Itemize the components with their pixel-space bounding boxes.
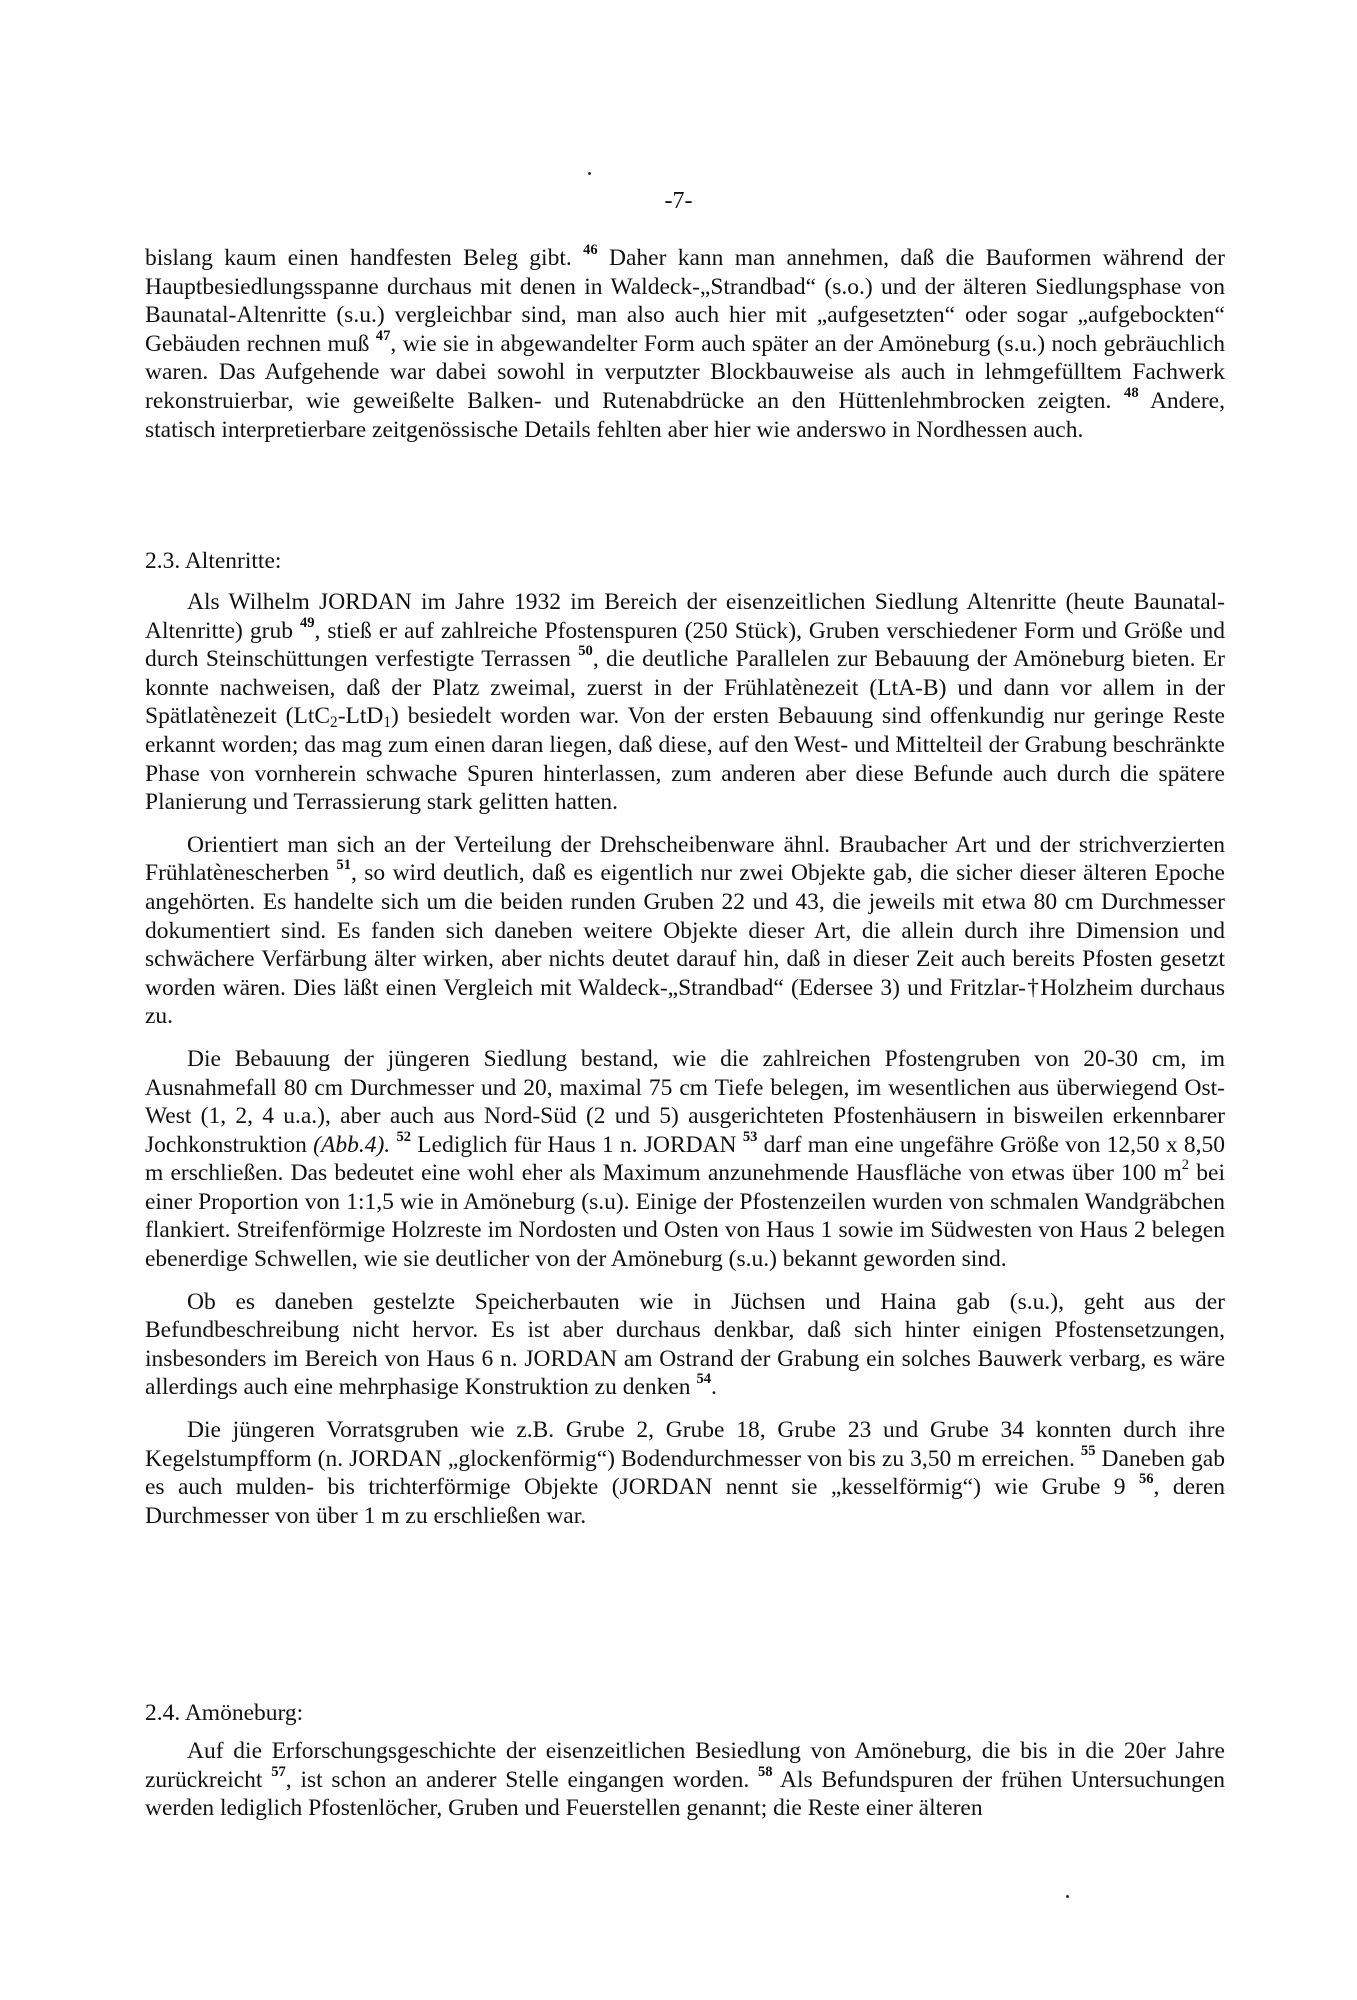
section-2-3-body (145, 588, 1225, 1530)
text-run: , wie sie in abgewandelter Form auch später an der Amöneburg (s.u.) noch gebräuchlich waren. Das Aufgehende war dabei sowohl in verputzter Blockbauweise als auch in lehmgefülltem Fachwerk rekonstruierbar, wie geweißelte Balken- und Rutenabdrücke an den Hüttenlehmbrocken zeigten. (145, 330, 1225, 414)
text-run: . (711, 1374, 717, 1401)
text-run: , ist schon an anderer Stelle eingangen worden. (285, 1766, 758, 1793)
body-paragraph (145, 244, 1225, 444)
subscript: 2 (330, 714, 338, 732)
footnote-marker: 49 (299, 614, 315, 631)
body-paragraph (145, 1416, 1225, 1530)
text-run: , so wird deutlich, daß es eigentlich nur zwei Objekte gab, die sicher dieser älteren Epoche angehörten. Es handelte sich um die beiden runden Gruben 22 und 43, die jeweils mit etwa 80 cm Durchmesser dokumentiert sind. Es fanden sich daneben weitere Objekte dieser Art, die allein durch ihre Dimension und schwächere Verfärbung älter wirken, aber nichts deutet darauf hin, daß in dieser Zeit auch bereits Pfosten gesetzt worden wären. Dies läßt einen Vergleich mit Waldeck-„Strandbad“ (Edersee 3) und Fritzlar-†Holzheim durchaus zu. (145, 860, 1225, 1030)
footnote-marker: 48 (1124, 385, 1139, 402)
footnote-marker: 57 (271, 1763, 286, 1780)
body-paragraph (145, 1045, 1225, 1274)
section-2-4-body (145, 1737, 1225, 1823)
page-number: -7- (664, 188, 693, 214)
footnote-marker: 53 (742, 1128, 758, 1145)
text-run: Daher kann man annehmen, daß die Bauformen während der Hauptbesiedlungsspanne durchaus mit denen in Waldeck-„Strandbad“ (s.o.) und der älteren Siedlungsphase von Baunatal-Altenritte (s.u.) vergleichbar sind, man also auch hier mit „aufgesetzten“ oder sogar „aufgebockten“ Gebäuden rechnen muß (145, 245, 1225, 357)
text-run: , deren Durchmesser von über 1 m zu erschließen war. (145, 1474, 1226, 1529)
text-run: , stieß er auf zahlreiche Pfostenspuren (250 Stück), Gruben verschiedener Form und Größe und durch Steinschüttungen verfestigte Terrassen (145, 617, 1225, 673)
text-run: Die jüngeren Vorratsgruben wie z.B. Grube 2, Grube 18, Grube 23 und Grube 34 konnten durch ihre Kegelstumpfform (n. JORDAN „glockenförmig“) Bodendurchmesser von bis zu 3,50 m erreichen. (145, 1417, 1225, 1472)
body-paragraph (145, 1288, 1225, 1402)
figure-reference: (Abb.4). (313, 1131, 391, 1158)
text-run: ) besiedelt worden war. Von der ersten Bebauung sind offenkundig nur geringe Reste erkannt worden; das mag zum einen daran liegen, daß diese, auf den West- und Mittelteil der Grabung beschränkte Phase von vornherein schwache Spuren hinterlassen, zum anderen aber diese Befunde auch durch die spätere Planierung und Terrassierung stark gelitten hatten. (145, 703, 1225, 816)
subscript: 1 (383, 714, 392, 732)
superscript-exponent: 2 (1181, 1157, 1190, 1174)
section-heading-2-4: 2.4. Amöneburg: (145, 1700, 304, 1726)
footnote-marker: 54 (696, 1371, 711, 1388)
text-run: Daneben gab es auch mulden- bis trichterförmige Objekte (JORDAN nennt sie „kesselförmig“) wie Grube 9 (145, 1445, 1225, 1501)
footnote-marker: 46 (583, 242, 598, 259)
section-2-2-continuation (145, 244, 1225, 444)
footnote-marker: 47 (375, 327, 391, 344)
footnote-marker: 56 (1138, 1471, 1154, 1488)
section-heading-2-3: 2.3. Altenritte: (145, 548, 282, 574)
scan-speck (588, 172, 591, 175)
body-paragraph (145, 1737, 1225, 1823)
text-run: Als Wilhelm JORDAN im Jahre 1932 im Bereich der eisenzeitlichen Siedlung Altenritte (heute Baunatal-Altenritte) grub (145, 589, 1225, 644)
scan-speck (1066, 1895, 1069, 1898)
text-run: bei einer Proportion von 1:1,5 wie in Amöneburg (s.u). Einige der Pfostenzeilen wurden von schmalen Wandgräbchen flankiert. Streifenförmige Holzreste im Nordosten und Osten von Haus 1 sowie im Südwesten von Haus 2 belegen ebenerdige Schwellen, wie sie deutlicher von der Amöneburg (s.u.) bekannt geworden sind. (145, 1160, 1226, 1273)
text-run: -LtD (337, 703, 384, 730)
footnote-marker: 50 (578, 643, 593, 660)
text-run: Orientiert man sich an der Verteilung der Drehscheibenware ähnl. Braubacher Art und der strichverzierten Frühlatènescherben (145, 831, 1225, 887)
text-run: Als Befundspuren der frühen Untersuchungen werden lediglich Pfostenlöcher, Gruben und Feuerstellen genannt; die Reste einer älteren (145, 1766, 1225, 1822)
text-run: darf man eine ungefähre Größe von 12,50 x 8,50 m erschließen. Das bedeutet eine wohl eher als Maximum anzunehmende Hausfläche von etwas über 100 m (145, 1131, 1225, 1187)
text-run: Andere, statisch interpretierbare zeitgenössische Details fehlten aber hier wie anderswo in Nordhessen auch. (145, 387, 1225, 443)
text-run: Die Bebauung der jüngeren Siedlung bestand, wie die zahlreichen Pfostengruben von 20-30 cm, im Ausnahmefall 80 cm Durchmesser und 20, maximal 75 cm Tiefe belegen, im wesentlichen aus überwiegend Ost-West (1, 2, 4 u.a.), aber auch aus Nord-Süd (2 und 5) ausgerichteten Pfostenhäusern in bisweilen erkennbarer Jochkonstruktion (145, 1045, 1225, 1158)
footnote-marker: 51 (336, 857, 351, 874)
footnote-marker: 55 (1080, 1442, 1096, 1459)
body-paragraph (145, 588, 1225, 817)
footnote-marker: 52 (396, 1128, 412, 1145)
text-run: , die deutliche Parallelen zur Bebauung der Amöneburg bieten. Er konnte nachweisen, daß der Platz zweimal, zuerst in der Frühlatènezeit (LtA-B) und dann vor allem in der Spätlatènezeit (LtC (145, 646, 1225, 730)
text-run: Ob es daneben gestelzte Speicherbauten wie in Jüchsen und Haina gab (s.u.), geht aus der Befundbeschreibung nicht hervor. Es ist aber durchaus denkbar, daß sich hinter einigen Pfostensetzungen, insbesonders im Bereich von Haus 6 n. JORDAN am Ostrand der Grabung ein solches Bauwerk verbarg, es wäre allerdings auch eine mehrphasige Konstruktion zu denken (145, 1288, 1225, 1401)
body-paragraph (145, 831, 1225, 1031)
text-run: Auf die Erforschungsgeschichte der eisenzeitlichen Besiedlung von Amöneburg, die bis in die 20er Jahre zurückreicht (145, 1738, 1225, 1793)
text-run: bislang kaum einen handfesten Beleg gibt. (145, 245, 584, 271)
footnote-marker: 58 (758, 1763, 773, 1780)
text-run: Lediglich für Haus 1 n. JORDAN (411, 1131, 743, 1158)
